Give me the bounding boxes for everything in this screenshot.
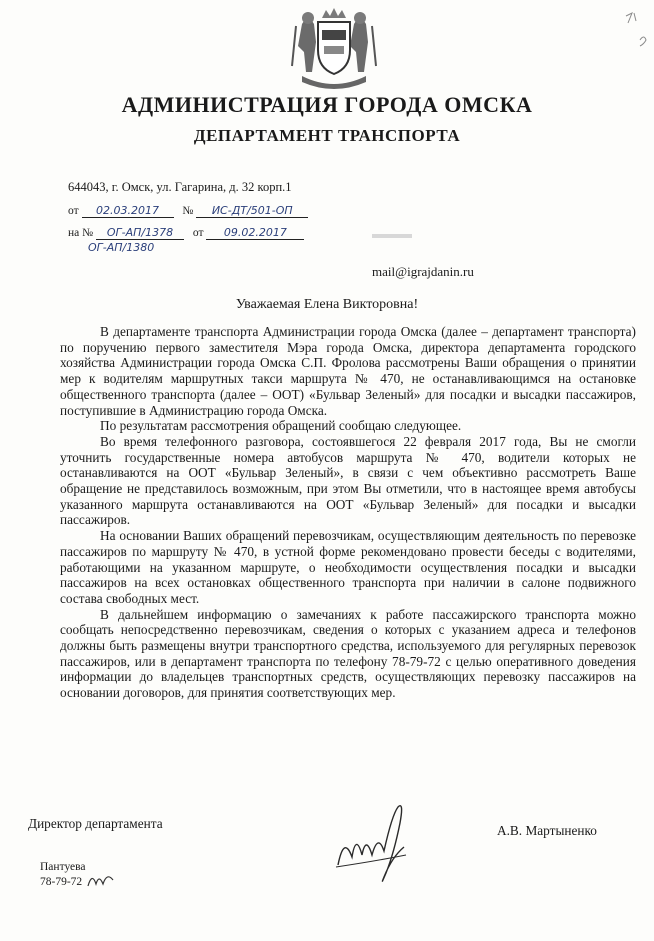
ref-date: 09.02.2017 — [206, 226, 304, 240]
executor-name: Пантуева — [40, 861, 86, 873]
recipient-email: mail@igrajdanin.ru — [372, 264, 474, 279]
signatory-name: А.В. Мартыненко — [497, 823, 597, 838]
coat-of-arms-icon — [288, 6, 380, 94]
letter-body — [60, 324, 636, 701]
ref-label: на № — [68, 227, 94, 239]
ref-number: ОГ-АП/1378 — [96, 226, 184, 240]
paragraph: В дальнейшем информацию о замечаниях к работе пассажирского транспорта можно сообщать непосредственно перевозчикам, сведения о которых с указанием адреса и телефонов должны быть размещены внутри транспортного средства, используемого для регулярных перевозок пассажиров, или в департамент транспорта по телефону 78-79-72 с целью оперативного доведения информации до владельцев транспортных средств, осуществляющих перевозку пассажиров на основании договоров, для принятия соответствующих мер. — [60, 606, 636, 701]
number-label: № — [182, 205, 194, 217]
paragraph: На основании Ваших обращений перевозчикам, осуществляющим деятельность по перевозке пассажиров по маршруту № 470, в устной форме рекомендовано провести беседы с водителями, работающими на указанном маршруте, о необходимости осуществления посадки и высадки пассажиров на всех остановках общественного транспорта при наличии в салоне подвижного состава свободных мест. — [60, 528, 636, 606]
outgoing-registration — [68, 204, 308, 218]
org-address: 644043, г. Омск, ул. Гагарина, д. 32 корп.1 — [68, 180, 292, 194]
outgoing-date: 02.03.2017 — [82, 204, 174, 218]
executor-phone: 78-79-72 — [40, 876, 83, 888]
redacted-mark-icon — [372, 232, 412, 240]
paragraph: По результатам рассмотрения обращений сообщаю следующее. — [100, 418, 462, 434]
incoming-reference — [68, 226, 304, 240]
ref-from-label: от — [192, 227, 204, 239]
signature-icon — [328, 805, 438, 890]
greeting: Уважаемая Елена Викторовна! — [235, 297, 419, 312]
paragraph: В департаменте транспорта Администрации города Омска (далее – департамент транспорта) по поручению первого заместителя Мэра города Омска, директора департамента городского хозяйства Администрации города Омска С.П. Фролова рассмотрены Ваши обращения о принятии мер к водителям маршрутных такси маршрута № 470, не останавливающимся на остановке общественного транспорта (далее – ООТ) «Бульвар Зеленый» для посадки и высадки пассажиров, поступившие в Администрацию города Омска. — [60, 324, 636, 418]
signatory-position: Директор департамента — [28, 816, 163, 831]
department-title: ДЕПАРТАМЕНТ ТРАНСПОРТА — [193, 126, 461, 145]
page-number-mark-icon — [622, 10, 650, 50]
initials-mark-icon — [84, 868, 118, 892]
ref-number-second: ОГ-АП/1380 — [88, 241, 155, 254]
outgoing-number: ИС-ДТ/501-ОП — [196, 204, 308, 218]
paragraph: Во время телефонного разговора, состоявшегося 22 февраля 2017 года, Вы не смогли уточнить государственные номера автобусов маршрута № 470, водители которых не останавливаются на ООТ «Бульвар Зеленый», в связи с чем объективно рассмотреть Ваше обращение не представилось возможным, при этом Вы отметили, что в настоящее время автобусы указанного маршрута останавливаются на ООТ «Бульвар Зеленый» для посадки и высадки пассажиров. — [60, 433, 636, 528]
from-label: от — [68, 205, 79, 217]
org-title: АДМИНИСТРАЦИЯ ГОРОДА ОМСКА — [121, 92, 533, 117]
